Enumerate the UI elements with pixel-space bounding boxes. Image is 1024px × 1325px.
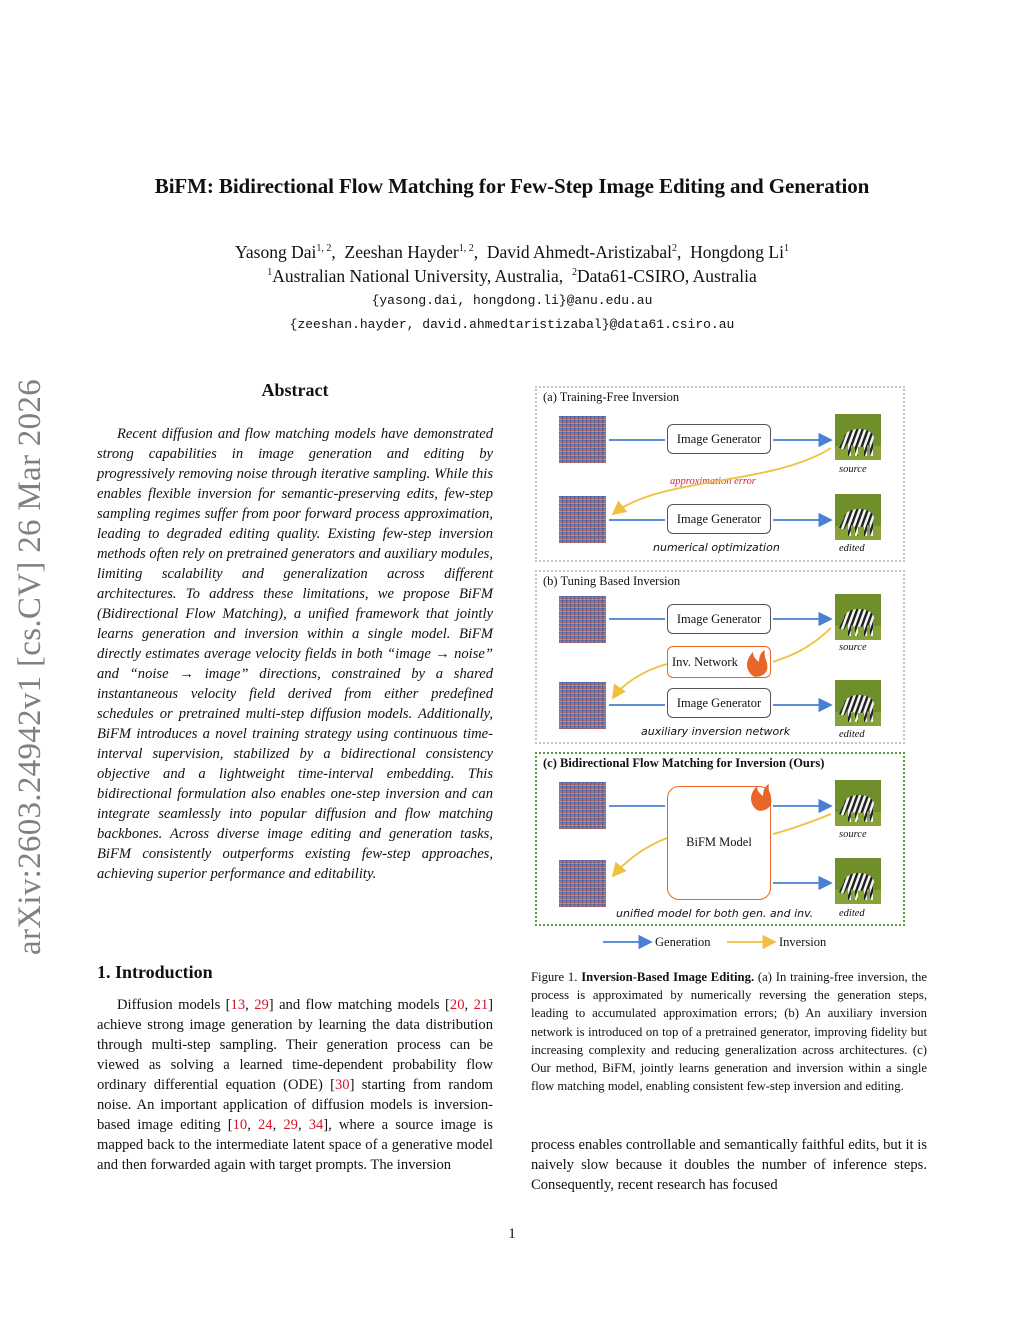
figure-caption [531,968,927,1095]
image-generator-box: Image Generator [667,504,771,534]
author-2: Zeeshan Hayder [344,242,459,262]
image-generator-box: Image Generator [667,424,771,454]
fire-icon [747,650,767,677]
caption-text: (a) In training-free inversion, the process is approximated by numerically reversing the generation steps, leading to accumulated approximation errors; (b) An auxiliary inversion network is introduced on top of a pretrained generator, improving fidelity but increasing complexity and reducing generalization across architectures. (c) Our method, BiFM, jointly learns generation and inversion within a single flow matching model, enabling consistent few-step inversion and editing. [531,970,928,1094]
auxiliary-inversion-network-label: auxiliary inversion network [641,725,791,738]
panel-b-label: (b) Tuning Based Inversion [543,574,681,588]
zebra-edited-image [835,680,881,726]
citation-link[interactable]: 29 [283,1117,298,1133]
citation-link[interactable]: 29 [254,997,269,1013]
intro-heading: 1. Introduction [97,962,213,982]
author-1: Yasong Dai [235,242,317,262]
citation-link[interactable]: 30 [334,1077,350,1093]
citation-link[interactable]: 24 [257,1117,273,1133]
email-line-2: {zeeshan.hayder, david.ahmedtaristizabal}@data61.csiro.au [289,317,735,332]
page-number: 1 [508,1226,516,1242]
source-label: source [839,464,867,475]
zebra-edited-image [835,494,881,540]
arxiv-identifier: arXiv:2603.24942v1 [cs.CV] 26 Mar 2026 [12,379,48,955]
citation-link[interactable]: 21 [473,997,489,1013]
figure-1 [531,386,907,956]
citation-link[interactable]: 20 [449,997,465,1013]
figure-graphics [531,386,907,956]
numerical-optimization-label: numerical optimization [653,541,780,554]
citation-link[interactable]: 34 [308,1117,324,1133]
author-1-sup: 1, 2 [316,243,332,254]
zebra-source-image [835,780,881,826]
author-list: Yasong Dai$^{1, 2}$, Zeeshan Hayder$^{1, 2}$, David Ahmedt-Aristizabal$^2$, Hongdong Li$^1$ $^1$Australian National University, Australia, $^2$Data61-CSIRO, Australia [0,240,1024,288]
zebra-edited-image [835,858,881,904]
affiliations [0,264,1024,288]
paper-title: BiFM: Bidirectional Flow Matching for Few-Step Image Editing and Generation [154,174,870,198]
edited-label: edited [839,543,865,554]
citation-link[interactable]: 13 [230,997,246,1013]
edited-label: edited [839,908,865,919]
author-3-sup: 2 [672,243,677,254]
legend-inversion-label: Inversion [779,935,827,949]
author-4: Hongdong Li [690,242,784,262]
affiliation-2: Data61-CSIRO, Australia [576,266,757,286]
inversion-network-label: Inv. Network [672,655,738,669]
right-column-text: process enables controllable and semantically faithful edits, but it is naively slow because it doubles the number of inference steps. Consequently, recent research has focused [531,1137,927,1193]
panel-a-label: (a) Training-Free Inversion [543,390,680,404]
approximation-error-label: approximation error [670,476,756,487]
citation-link[interactable]: 10 [232,1117,248,1133]
email-line-1: {yasong.dai, hongdong.li}@anu.edu.au [371,293,653,308]
abstract-text: Recent diffusion and flow matching models have demonstrated strong capabilities in image generation and editing by progressively removing noise through iterative sampling. While this enables flexible inversion for semantic-preserving edits, few-step sampling regimes suffer from poor forward process approximation, leading to degraded editing quality. Existing few-step inversion methods often rely on pretrained generators and auxiliary modules, limiting scalability and generalization across different architectures. To address these limitations, we propose BiFM (Bidirectional Flow Matching), a unified framework that jointly learns generation and inversion within a single model. BiFM directly estimates average velocity fields in both “image → noise” and “noise → image” directions, constrained by a shared instantaneous velocity field derived from either predefined schedules or pretrained multi-step diffusion models. Additionally, BiFM introduces a novel training strategy using continuous time-interval supervision, stabilized by a bidirectional consistency objective and a lightweight time-interval embedding. This bidirectional formulation also enables one-step inversion and can integrate seamlessly into popular diffusion and flow matching backbones. Across diverse image editing and generation tasks, BiFM consistently outperforms existing few-step approaches, achieving superior performance and editability. [97,426,493,882]
author-4-sup: 1 [783,243,789,254]
zebra-source-image [835,414,881,460]
source-label: source [839,829,867,840]
aff1-sup: 1 [267,267,273,278]
affiliation-1: Australian National University, Australia, [272,266,564,286]
author-2-sup: 1, 2 [458,243,474,254]
author-3: David Ahmedt-Aristizabal [486,242,672,262]
image-generator-box: Image Generator [667,604,771,634]
source-label: source [839,642,867,653]
zebra-source-image [835,594,881,640]
legend-generation-label: Generation [655,935,711,949]
edited-label: edited [839,729,865,740]
image-generator-box: Image Generator [667,688,771,718]
caption-label: Figure 1. [531,970,578,984]
bifm-model-box: BiFM Model [667,786,771,900]
unified-model-label: unified model for both gen. and inv. [616,907,814,920]
intro-text: Diffusion models [13, 29] and flow matching models [20, 21] achieve strong image generation by learning the data distribution through multi-step sampling. Their generation process can be viewed as solving a learned time-dependent probability flow ordinary differential equation (ODE) [30] starting from random noise. An important application of diffusion models is inversion-based image editing [10, 24, 29, 34], where a source image is mapped back to the intermediate latent space of a generative model and then forwarded again with target prompts. The inversion [97,997,494,1173]
fire-icon [751,784,771,811]
aff2-sup: 2 [571,267,577,278]
abstract-heading: Abstract [261,380,329,400]
caption-title: Inversion-Based Image Editing. [581,970,755,984]
panel-c-label: (c) Bidirectional Flow Matching for Inversion (Ours) [543,756,825,770]
